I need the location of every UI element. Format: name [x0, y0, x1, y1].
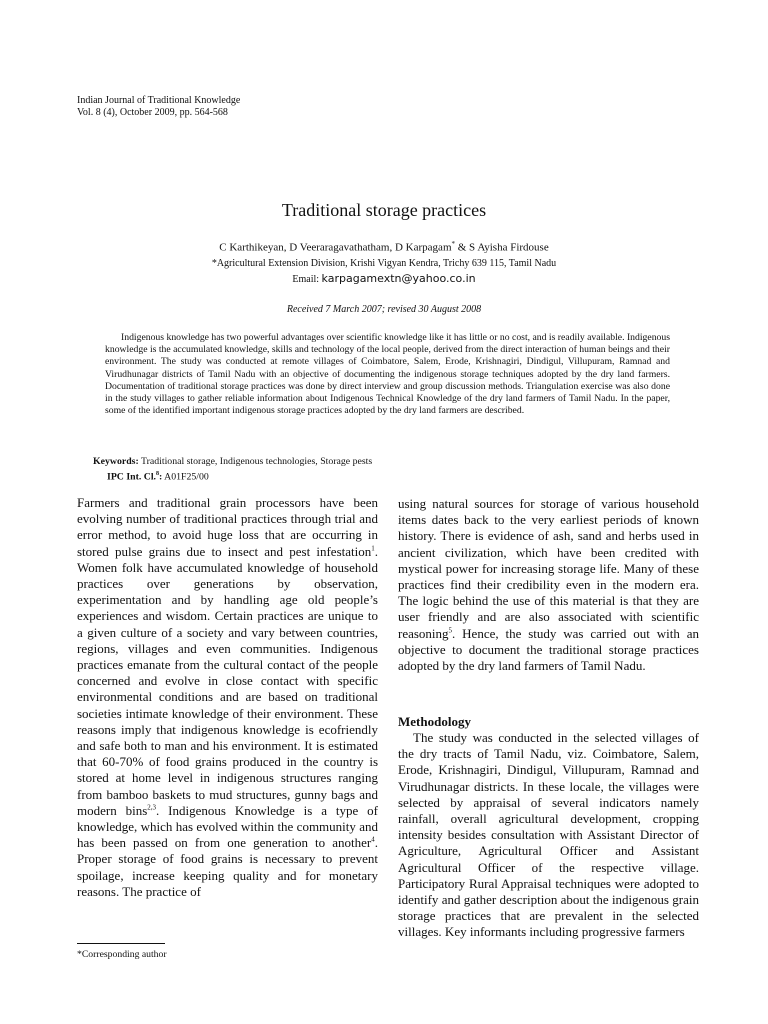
right-text-2: . Hence, the study was carried out with an objective to document the traditional storage practices adopted by the dry land farmers of Tamil Nadu. — [398, 625, 699, 674]
body-right-column — [398, 496, 699, 674]
methodology-text: The study was conducted in the selected villages of the dry tracts of Tamil Nadu, viz. Coimbatore, Salem, Erode, Krishnagiri, Dindigul, Villupuram, Ramnad and Virudhunagar districts. In these locale, the villages were selected by appraisal of several indicators namely rainfall, overall agricultural development, cropping intensity besides consultation with Assistant Director of Agriculture, Agricultural Officer and Assistant Agricultural Officer of the respective village. Participatory Rural Appraisal techniques were adopted to identify and gather description about the indigenous grain storage practices that are prevalent in the selected villages. Key informants including progressive farmers — [398, 730, 699, 940]
body-left-column — [77, 495, 378, 900]
ipc-label: IPC Int. Cl. — [107, 471, 156, 483]
left-text-1: Farmers and traditional grain processors have been evolving number of traditional practices through trial and error method, to avoid huge loss that are occurring in stored pulse grains due to insect and pest infestation — [77, 495, 378, 559]
reference-5: 5 — [448, 626, 453, 635]
authors — [0, 240, 768, 254]
paper-title: Traditional storage practices — [281, 200, 487, 220]
left-text-2: . Women folk have accumulated knowledge of household practices over generations by observation, experimentation and by handling age old people’s experiences and wisdom. Certain practices are unique to a given culture of a society and vary between countries, regions, villages and even communities. Indigenous practices emanate from the cultural contact of the people concerned and evolve in close contact with specific environmental conditions and are based on traditional societies intimate knowledge of their environment. These reasons imply that indigenous knowledge is ecofriendly and safe both to man and his environment. It is estimated that 60-70% of food grains produced in the country is stored at home level in indigenous structures ranging from bamboo baskets to mud structures, gunny bags and modern bins — [77, 543, 378, 818]
right-text-1: using natural sources for storage of various household items dates back to the very earliest periods of known history. There is evidence of ash, sand and herbs used in ancient civilization, which have been credited with mystical power for increasing storage life. Many of these practices find their credibility even in the modern era. The logic behind the use of this material is that they are user friendly and are also associated with scientific reasoning — [398, 496, 699, 641]
reference-2: 2,3 — [147, 803, 157, 812]
corresponding-mark: * — [451, 240, 455, 248]
ipc-colon: : — [159, 471, 163, 483]
email-address[interactable]: karpagamextn@yahoo.co.in — [321, 272, 476, 285]
authors-text: C Karthikeyan, D Veeraragavathatham, D Karpagam — [219, 241, 452, 254]
footnote: *Corresponding author — [77, 949, 167, 960]
journal-name: Indian Journal of Traditional Knowledge — [77, 95, 241, 106]
reference-3: 4 — [371, 835, 375, 844]
abstract: Indigenous knowledge has two powerful advantages over scientific knowledge like it has little or no cost, and is readily available. Indigenous knowledge is the accumulated knowledge, skills and technology of the local people, derived from the direct interaction of human beings and their environment. The study was conducted at remote villages of Coimbatore, Salem, Erode, Krishnagiri, Dindigul, Villupuram, Ramnad and Virudhunagar districts of Tamil Nadu with an objective of documenting the indigenous storage techniques adopted by the dry land farmers. Documentation of traditional storage practices was done by direct interview and group discussion methods. Triangulation exercise was also done in the study villages to gather reliable information about Indigenous Technical Knowledge of the dry land farmers of Tamil Nadu. In the paper, some of the identified important indigenous storage practices adopted by the dry land farmers are described. — [105, 332, 670, 417]
ipc-text: A01F25/00 — [162, 471, 209, 483]
left-text-3: . Indigenous Knowledge is a type of knowledge, which has evolved within the community and has been passed on from one generation to another — [77, 802, 378, 851]
email-label: Email: — [292, 274, 322, 285]
ipc-superscript: 8 — [156, 471, 159, 477]
methodology-heading: Methodology — [398, 714, 471, 729]
left-text-4: . Proper storage of food grains is necessary to prevent spoilage, increase keeping quality and for monetary reasons. The practice of — [77, 835, 378, 899]
keywords-text: Traditional storage, Indigenous technologies, Storage pests — [138, 456, 373, 467]
ipc-classification — [107, 471, 209, 482]
journal-header — [77, 95, 240, 119]
journal-volume: Vol. 8 (4), October 2009, pp. 564-568 — [77, 107, 228, 118]
affiliation: *Agricultural Extension Division, Krishi Vigyan Kendra, Trichy 639 115, Tamil Nadu — [211, 258, 557, 269]
email-line — [0, 272, 768, 285]
footnote-divider — [77, 943, 165, 944]
keywords — [93, 456, 372, 467]
authors-text-end: & S Ayisha Firdouse — [455, 241, 549, 254]
received-dates: Received 7 March 2007; revised 30 August 2008 — [286, 304, 482, 315]
reference-1: 1 — [371, 544, 375, 553]
keywords-label: Keywords: — [93, 456, 139, 467]
